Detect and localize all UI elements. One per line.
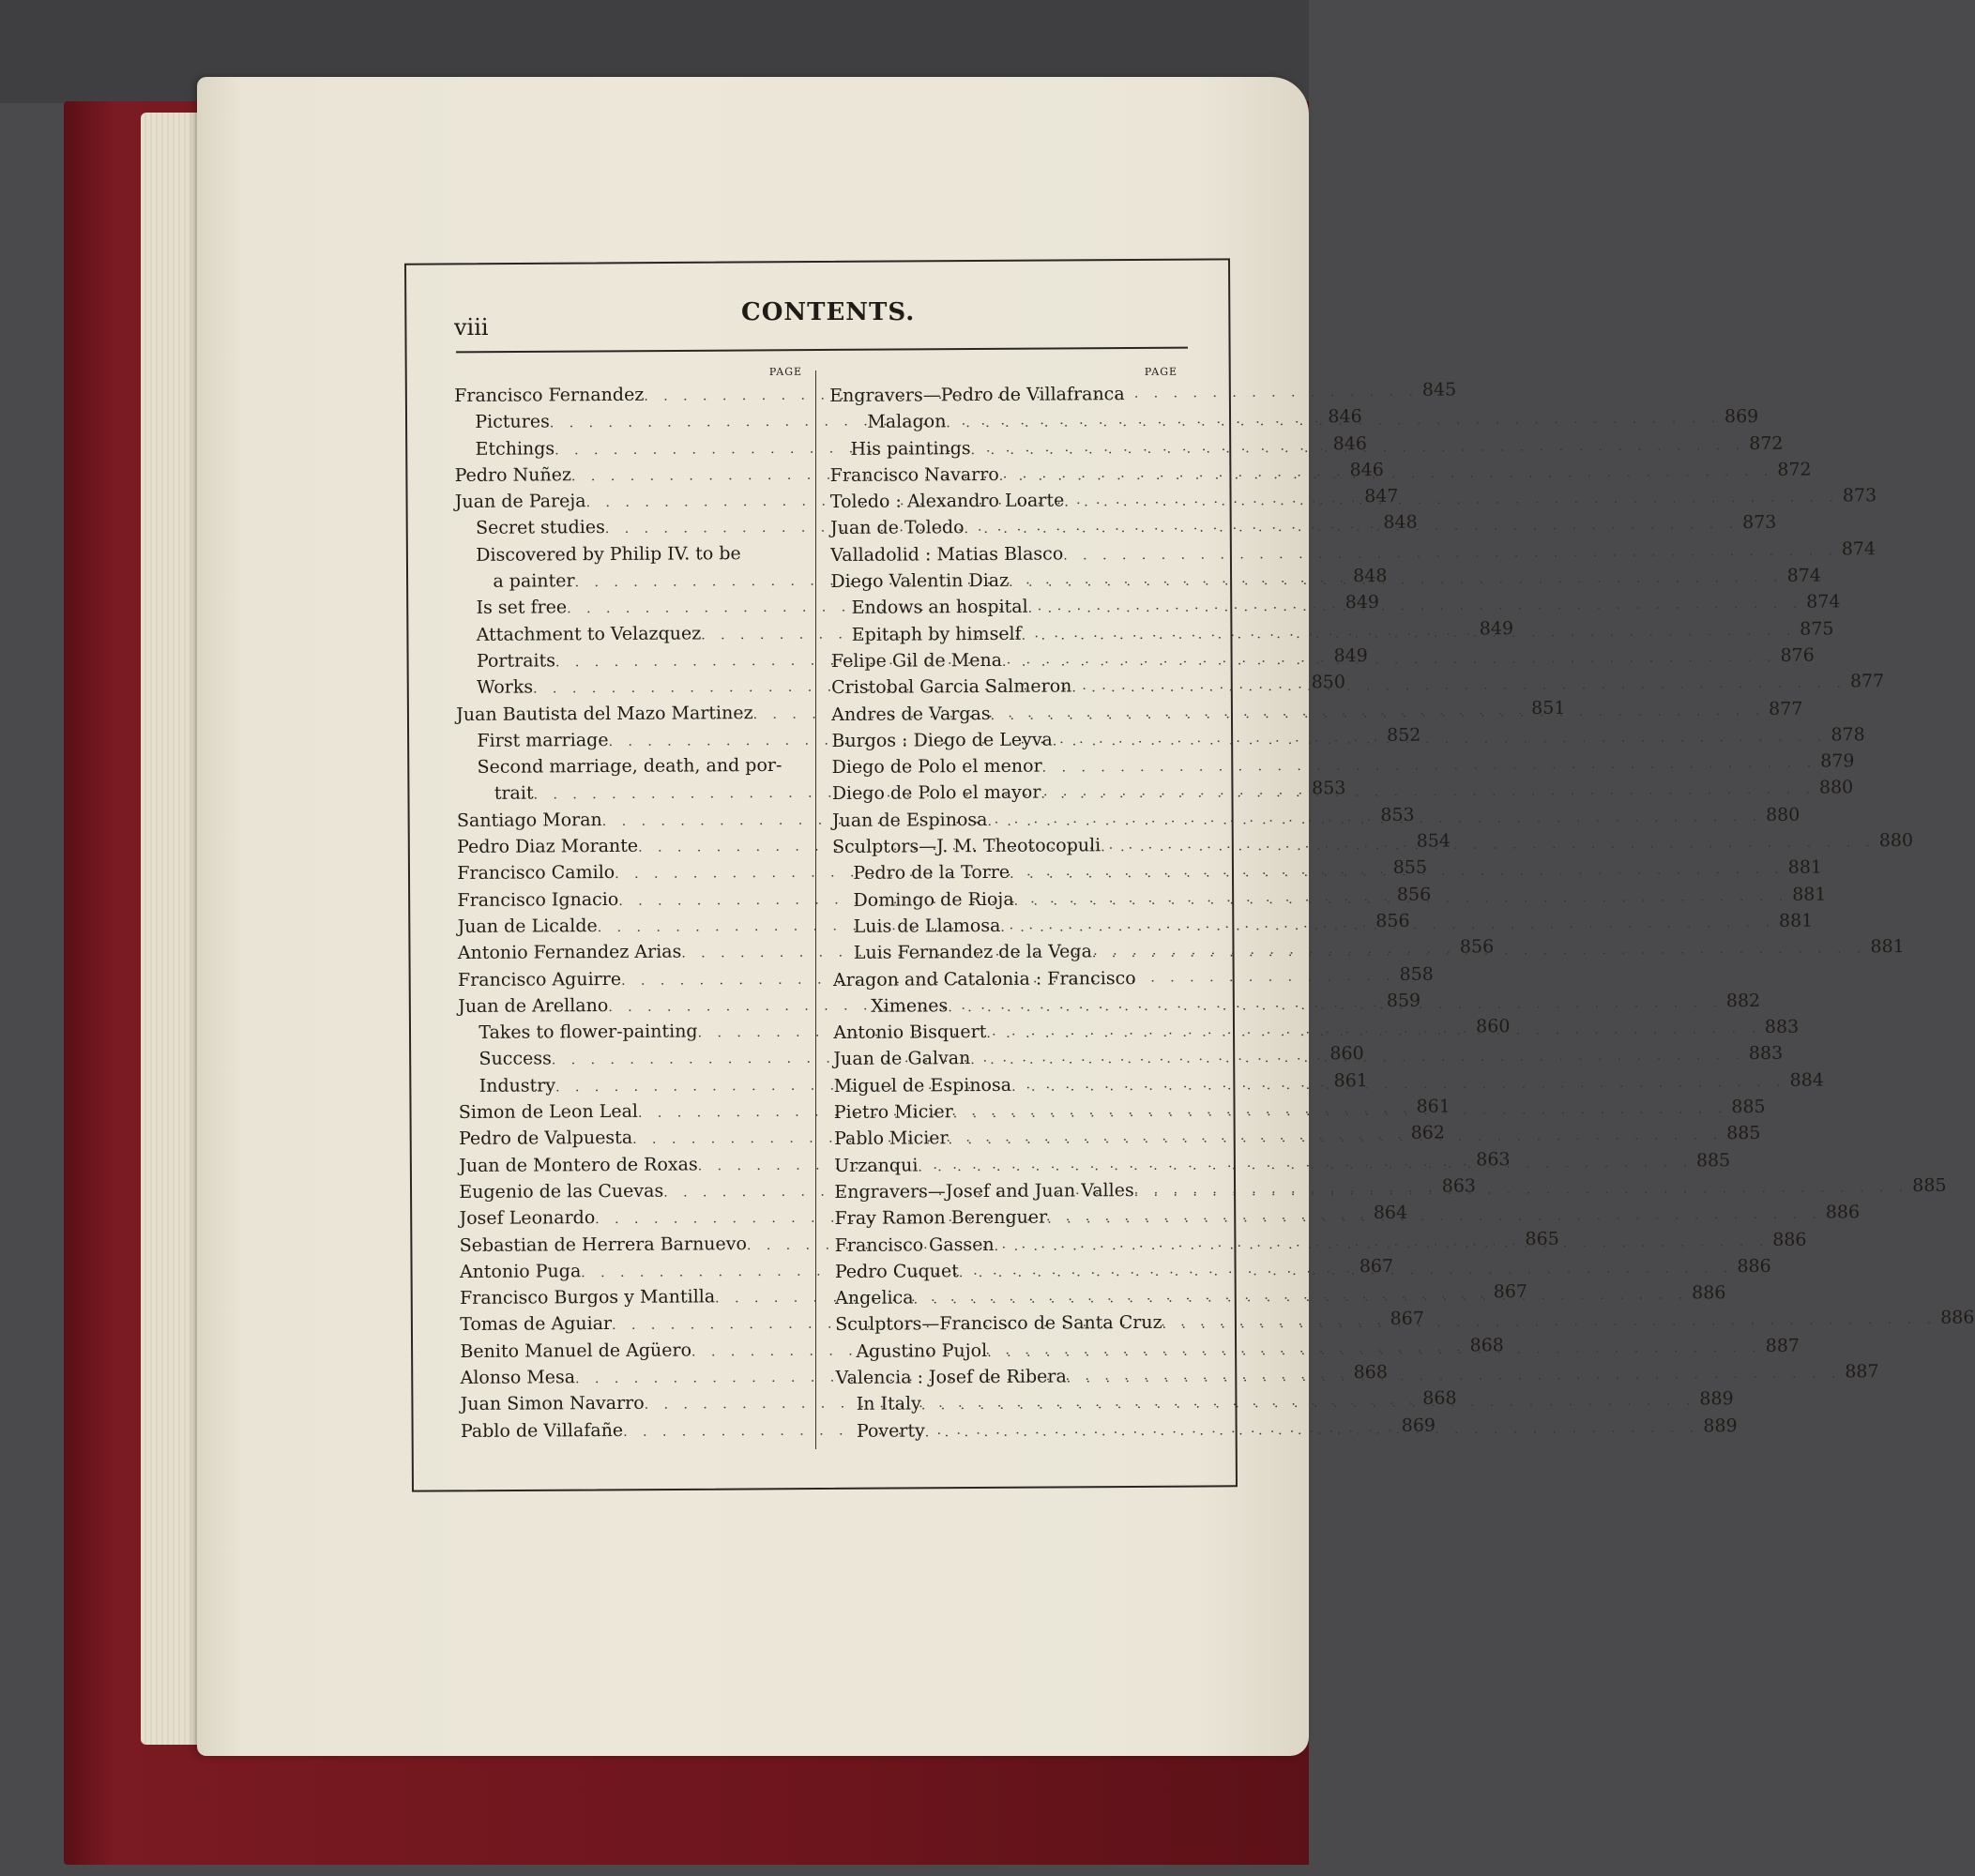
entry-title: Pablo de Villafañe	[460, 1419, 624, 1442]
entry-title: Luis de Llamosa	[853, 915, 1001, 937]
entry-title: Pedro de Valpuesta	[458, 1127, 633, 1150]
entry-page-number: 881	[1792, 884, 1827, 905]
entry-title: Pictures	[475, 411, 550, 433]
entry-page-number: 889	[1703, 1415, 1738, 1436]
entry-title: Second marriage, death, and por-	[477, 755, 782, 779]
entry-page-number: 877	[1849, 671, 1885, 692]
entry-page-number: 886	[1825, 1202, 1861, 1223]
entry-page-number: 867	[1493, 1281, 1528, 1303]
entry-title: First marriage	[477, 729, 609, 751]
entry-title: Alonso Mesa	[460, 1367, 576, 1388]
dot-leader	[1092, 935, 1867, 966]
entry-title: Angelica	[835, 1287, 914, 1309]
entry-page-number: 849	[1479, 617, 1514, 640]
entry-page-number: 881	[1870, 936, 1905, 958]
entry-page-number: 878	[1831, 724, 1865, 746]
entry-title: Juan de Galvan	[833, 1048, 971, 1070]
entry-page-number: 880	[1878, 830, 1914, 852]
entry-page-number: 860	[1329, 1043, 1364, 1065]
entry-page-number: 873	[1842, 485, 1877, 507]
entry-title: Attachment to Velazquez	[476, 623, 702, 645]
entry-title: His paintings	[850, 437, 971, 460]
entry-title: Success	[479, 1048, 552, 1070]
entry-page-number: 853	[1380, 804, 1415, 825]
entry-title: Agustino Pujol	[856, 1339, 988, 1362]
entry-title: Benito Manuel de Agüero	[460, 1339, 692, 1362]
entry-title: Is set free	[476, 597, 568, 619]
entry-page-number: 886	[1737, 1255, 1771, 1277]
entry-page-number: 875	[1800, 618, 1834, 640]
entry-title: Secret studies	[475, 517, 605, 539]
entry-page-number: 859	[1386, 990, 1421, 1011]
entry-page-number: 852	[1387, 724, 1421, 746]
entry-page-number: 868	[1469, 1334, 1504, 1356]
entry-page-number: 849	[1333, 645, 1368, 667]
entry-title: Valencia : Josef de Ribera	[835, 1366, 1067, 1388]
entry-page-number: 862	[1410, 1122, 1446, 1144]
entry-page-number: 867	[1390, 1309, 1424, 1330]
entry-page-number: 881	[1778, 910, 1814, 931]
entry-page-number: 846	[1328, 406, 1362, 428]
entry-title: Francisco Aguirre	[457, 968, 622, 991]
contents-entry	[829, 381, 1181, 410]
page-column-label: PAGE	[1144, 365, 1178, 378]
entry-title: Andres de Vargas	[831, 703, 991, 725]
entry-title: Antonio Fernandez Arias	[457, 941, 682, 964]
entry-page-number: 861	[1333, 1069, 1368, 1092]
entry-title: Sculptors—Francisco de Santa Cruz	[835, 1312, 1162, 1336]
entry-page-number: 854	[1416, 830, 1451, 852]
entry-title: Aragon and Catalonia : Francisco	[832, 967, 1136, 991]
entry-title: Francisco Camilo	[457, 862, 615, 885]
entry-title: In Italy	[856, 1393, 921, 1415]
entry-page-number: 848	[1353, 566, 1388, 587]
entry-page-number: 853	[1312, 778, 1346, 799]
entry-page-number: 887	[1765, 1335, 1800, 1356]
entry-title: Cristobal Garcia Salmeron	[831, 675, 1072, 699]
entry-title: Epitaph by himself	[851, 623, 1022, 645]
contents-entry	[455, 539, 807, 568]
entry-title: Fray Ramon Berenguer	[834, 1206, 1048, 1230]
entry-title: Diego de Polo el mayor	[831, 782, 1041, 805]
entry-title: Miguel de Espinosa	[833, 1074, 1012, 1097]
entry-page-number: 885	[1695, 1149, 1731, 1171]
entry-page-number: 863	[1441, 1175, 1477, 1197]
entry-title: Engravers—Pedro de Villafranca	[829, 384, 1125, 406]
entry-title: Francisco Gassen	[834, 1233, 995, 1256]
entry-page-number: 885	[1912, 1174, 1947, 1196]
dot-leader	[1162, 1307, 1937, 1338]
entry-title: Francisco Navarro	[829, 463, 999, 486]
entry-title: Engravers—Josef and Juan Valles	[834, 1179, 1134, 1203]
entry-title: Juan de Montero de Roxas	[459, 1154, 698, 1176]
entry-title: Felipe Gil de Mena	[830, 649, 1003, 672]
entry-title: Juan de Pareja	[454, 491, 586, 513]
entry-title: Endows an hospital	[851, 597, 1028, 619]
entry-title: Malagon	[867, 411, 947, 433]
entry-page-number: 864	[1373, 1203, 1408, 1224]
entry-page-number: 874	[1841, 537, 1876, 560]
entry-title: Francisco Fernandez	[454, 384, 645, 406]
entry-title: Juan de Arellano	[458, 994, 609, 1017]
entry-page-number: 886	[1940, 1307, 1975, 1329]
entry-title: Takes to flower-painting	[479, 1021, 698, 1043]
entry-page-number: 876	[1780, 644, 1815, 666]
entry-page-number: 872	[1749, 432, 1784, 454]
entry-page-number: 883	[1764, 1016, 1800, 1038]
contents-entry	[833, 964, 1185, 993]
entry-title: Simon de Leon Leal	[458, 1100, 639, 1124]
entry-title: Juan de Licalde	[457, 915, 598, 937]
entry-page-number: 863	[1476, 1148, 1511, 1170]
entry-page-number: 868	[1353, 1361, 1388, 1384]
entry-page-number: 869	[1724, 406, 1759, 428]
entry-title: Francisco Burgos y Mantilla	[460, 1286, 716, 1309]
entry-page-number: 845	[1421, 379, 1457, 401]
entry-title: Diego Valentin Diaz	[830, 569, 1010, 593]
entry-title: Pedro Nuñez	[454, 464, 572, 486]
entry-page-number: 874	[1786, 565, 1821, 586]
entry-page-number: 883	[1748, 1043, 1784, 1065]
entry-page-number: 886	[1772, 1229, 1807, 1250]
entry-title: Tomas de Aguiar	[460, 1313, 613, 1336]
entry-title: Juan de Espinosa	[831, 809, 988, 831]
entry-title: Etchings	[475, 437, 555, 460]
entry-page-number: 872	[1777, 459, 1812, 480]
entry-page-number: 874	[1806, 591, 1841, 613]
entry-page-number: 846	[1332, 432, 1368, 454]
entry-title: trait	[494, 782, 534, 805]
entry-title: Pedro Cuquet	[834, 1260, 959, 1282]
entry-page-number: 880	[1765, 804, 1800, 825]
entry-page-number: 885	[1731, 1096, 1766, 1118]
page-number: viii	[454, 314, 489, 340]
entry-title: Eugenio de las Cuevas	[459, 1180, 664, 1203]
entry-page-number: 889	[1699, 1388, 1734, 1410]
entry-page-number: 846	[1349, 459, 1384, 481]
entry-title: a painter	[493, 570, 575, 592]
entry-title: Portraits	[476, 650, 556, 672]
entry-page-number: 879	[1820, 750, 1855, 772]
entry-page-number: 886	[1692, 1282, 1726, 1304]
entry-title: Industry	[479, 1075, 556, 1097]
entry-title: Works	[477, 676, 534, 699]
entry-title: Juan de Toledo	[829, 517, 965, 539]
contents-entry	[831, 750, 1855, 781]
entry-title: Toledo : Alexandro Loarte	[829, 490, 1065, 513]
entry-page-number: 880	[1818, 777, 1854, 799]
entry-title: Pedro Diaz Morante	[457, 835, 639, 858]
entry-title: Francisco Ignacio	[457, 888, 619, 911]
entry-title: Urzanqui	[834, 1155, 919, 1176]
entry-title: Sebastian de Herrera Barnuevo	[459, 1233, 747, 1256]
contents-entry	[830, 537, 1876, 568]
entry-page-number: 860	[1476, 1016, 1511, 1037]
entry-page-number: 885	[1726, 1123, 1761, 1144]
entry-title: Juan Bautista del Mazo Martinez	[456, 702, 753, 725]
entry-title: Antonio Bisquert	[833, 1021, 987, 1044]
entry-page-number: 856	[1375, 910, 1410, 931]
entry-page-number: 847	[1364, 486, 1399, 507]
entry-page-number: 855	[1392, 857, 1428, 879]
entry-page-number: 858	[1399, 963, 1434, 985]
entry-title: Pietro Micier	[833, 1101, 953, 1124]
entry-title: Valladolid : Matias Blasco	[830, 543, 1064, 566]
entry-title: Pablo Micier	[833, 1127, 949, 1150]
entry-title: Ximenes	[871, 995, 949, 1017]
entry-page-number: 881	[1787, 856, 1823, 879]
entry-page-number: 882	[1725, 990, 1761, 1012]
entry-title: Sculptors—J. M. Theotocopuli	[832, 835, 1101, 858]
page-column-label: PAGE	[768, 365, 803, 378]
entry-title: Burgos : Diego de Leyva	[831, 729, 1053, 751]
entry-page-number: 873	[1742, 512, 1777, 534]
entry-title: Juan Simon Navarro	[460, 1393, 645, 1415]
entry-title: Luis Fernandez de la Vega	[853, 941, 1092, 964]
entry-page-number: 865	[1525, 1228, 1559, 1249]
entry-page-number: 884	[1789, 1069, 1824, 1091]
entry-title: Santiago Moran	[456, 809, 602, 831]
dot-leader	[925, 1415, 1700, 1445]
entry-title: Josef Leonardo	[459, 1207, 596, 1230]
entry-page-number: 861	[1416, 1096, 1451, 1117]
entry-page-number: 856	[1459, 936, 1495, 958]
entry-page-number: 867	[1359, 1255, 1394, 1277]
entry-page-number: 850	[1311, 672, 1346, 693]
entry-title: Discovered by Philip IV. to be	[476, 542, 741, 566]
entry-page-number: 869	[1401, 1415, 1436, 1436]
entry-page-number: 851	[1531, 697, 1566, 719]
entry-page-number: 848	[1383, 512, 1418, 534]
contents-entry	[457, 752, 809, 781]
entry-page-number: 849	[1345, 592, 1380, 613]
running-title: CONTENTS.	[741, 298, 916, 326]
entry-page-number: 887	[1845, 1361, 1879, 1383]
entry-title: Poverty	[856, 1419, 925, 1442]
entry-title: Pedro de la Torre	[853, 862, 1010, 885]
entry-title: Diego de Polo el menor	[831, 755, 1042, 779]
entry-title: Antonio Puga	[459, 1260, 582, 1282]
entry-title: Domingo de Rioja	[853, 888, 1014, 911]
entry-page-number: 877	[1769, 698, 1803, 719]
entry-page-number: 856	[1396, 884, 1432, 905]
entry-page-number: 868	[1422, 1387, 1457, 1409]
